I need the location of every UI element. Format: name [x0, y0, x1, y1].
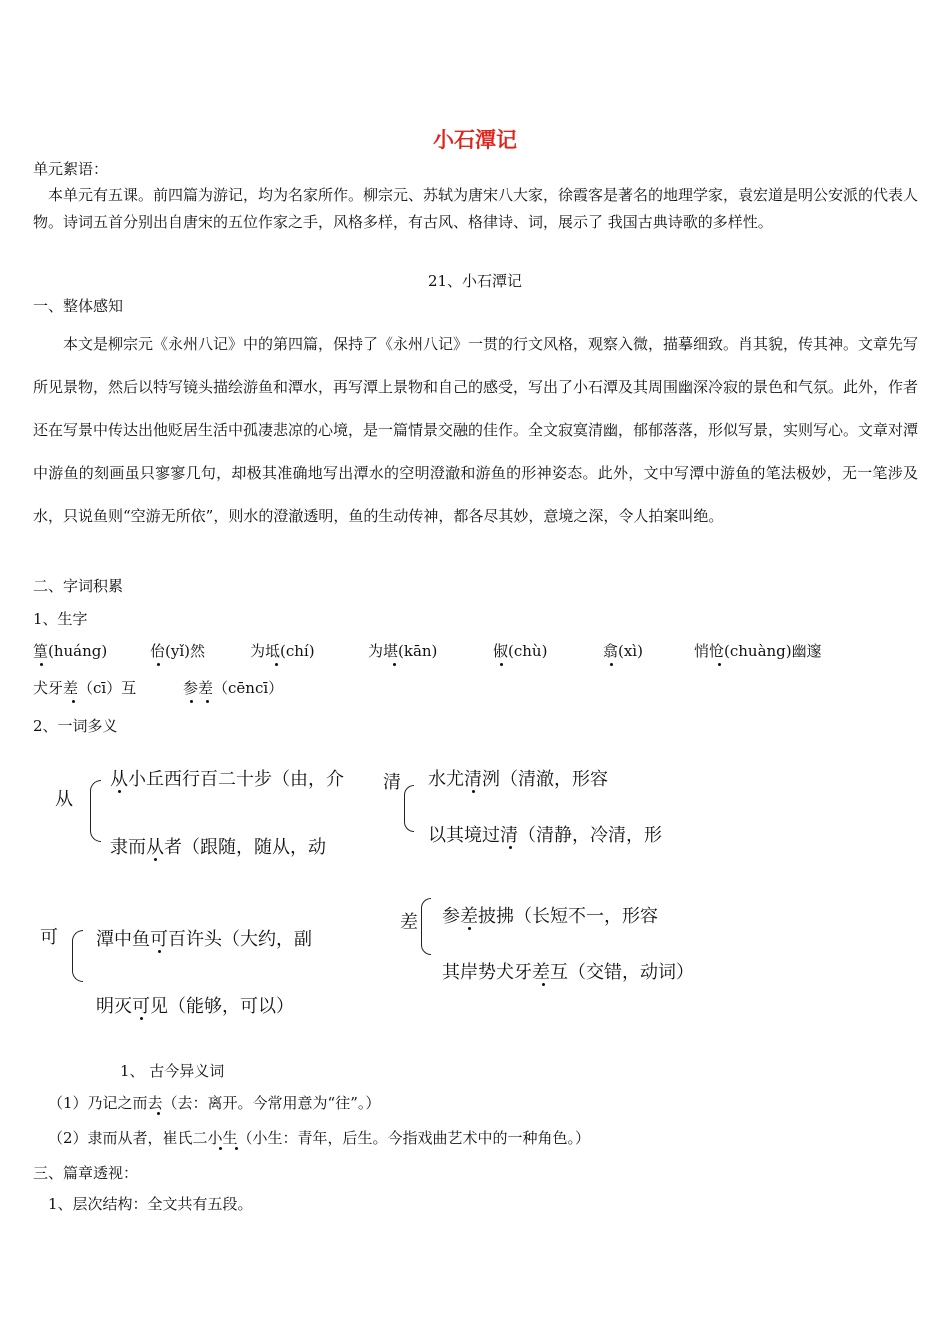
brace-qing — [404, 785, 414, 832]
polysemy-head-ke: 可 — [40, 927, 58, 948]
vocab-item: 佁(yǐ)然 — [150, 642, 205, 660]
lesson-title: 21、小石潭记 — [427, 272, 523, 290]
polysemy-cong-b: 隶而从者（跟随，随从，动 — [110, 837, 326, 858]
vocab-item: 为坻(chí) — [250, 642, 315, 660]
unit-text: 本单元有五课。前四篇为游记，均为名家所作。柳宗元、苏轼为唐宋八大家，徐霞客是著名的地理学家，袁宏道是明公安派的代表人物。诗词五首分别出自唐宋的五位作家之手，风格多样，有古风、格律诗、词，展示了 我国古典诗歌的多样性。 — [33, 186, 919, 231]
polysemy-head-qing: 清 — [383, 772, 401, 793]
polysemy-head-cong: 从 — [55, 789, 73, 810]
polysemy-ke-b: 明灭可见（能够，可以） — [96, 996, 294, 1017]
vocab-item: 翕(xì) — [603, 642, 643, 660]
structure-line: 1、层次结构：全文共有五段。 — [48, 1195, 253, 1213]
vocab-item: 俶(chù) — [493, 642, 548, 660]
gujin-label: 1、 古今异义词 — [120, 1062, 225, 1080]
section-2-heading: 二、字词积累 — [33, 577, 124, 595]
brace-ci — [421, 898, 431, 955]
polysemy-cong-a: 从小丘西行百二十步（由，介 — [110, 769, 344, 790]
vocab-item: 犬牙差（cī）互 — [33, 679, 137, 697]
shengzi-label: 1、生字 — [33, 610, 88, 628]
brace-ke — [72, 930, 83, 982]
page-title: 小石潭记 — [433, 127, 517, 152]
polysemy-qing-b: 以其境过清（清静，冷清，形 — [428, 825, 662, 846]
polysemy-ci-b: 其岸势犬牙差互（交错，动词） — [442, 962, 694, 983]
overview-paragraph: 本文是柳宗元《永州八记》中的第四篇，保持了《永州八记》一贯的行文风格，观察入微，描摹细致。肖其貌，传其神。文章先写所见景物，然后以特写镜头描绘游鱼和潭水，再写潭上景物和自己的感受，写出了小石潭及其周围幽深冷寂的景色和气氛。此外，作者还在写景中传达出他贬居生活中孤凄悲凉的心境，是一篇情景交融的佳作。全文寂寞清幽，郁郁落落，形似写景，实则写心。文章对潭中游鱼的刻画虽只寥寥几句，却极其准确地写出潭水的空明澄澈和游鱼的形神姿态。此外，文中写潭中游鱼的笔法极妙，无一笔涉及水，只说鱼则“空游无所依”，则水的澄澈透明，鱼的生动传神，都各尽其妙，意境之深，令人拍案叫绝。 — [33, 335, 919, 525]
section-3-heading: 三、篇章透视： — [33, 1164, 139, 1182]
gujin-item-2: （2）隶而从者，崔氏二小生（小生：青年，后生。今指戏曲艺术中的一种角色。） — [48, 1129, 591, 1147]
unit-label: 单元絮语： — [33, 160, 109, 178]
duoyi-label: 2、一词多义 — [33, 717, 118, 735]
polysemy-head-ci: 差 — [400, 912, 418, 933]
polysemy-ci-a: 参差披拂（长短不一，形容 — [442, 906, 658, 927]
vocab-item: 为堪(kān) — [368, 642, 438, 660]
brace-cong — [90, 780, 101, 842]
vocab-item: 悄怆(chuàng)幽邃 — [694, 642, 822, 660]
gujin-item-1: （1）乃记之而去（去：离开。今常用意为“往”。） — [48, 1094, 381, 1112]
polysemy-ke-a: 潭中鱼可百许头（大约，副 — [96, 929, 312, 950]
section-1-heading: 一、整体感知 — [33, 297, 124, 315]
polysemy-qing-a: 水尤清洌（清澈，形容 — [428, 769, 608, 790]
vocab-item: 篁(huáng) — [33, 642, 108, 660]
vocab-item: 参差（cēncī） — [183, 679, 284, 697]
